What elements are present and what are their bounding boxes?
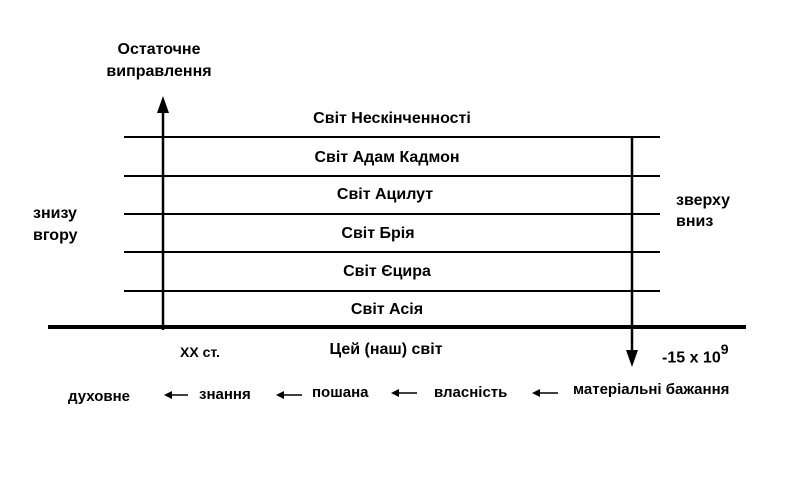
- century-label: XX ст.: [180, 344, 220, 360]
- bottom-up-label-line1: знизу: [33, 205, 77, 222]
- world-yetzirah: Світ Єцира: [343, 263, 431, 280]
- desire-property: власність: [434, 384, 508, 401]
- time-scale-label: [662, 343, 729, 367]
- world-adam-kadmon: Світ Адам Кадмон: [314, 149, 460, 166]
- our-world-label: Цей (наш) світ: [329, 341, 443, 358]
- desire-knowledge: знання: [199, 386, 251, 403]
- final-correction-label-line2: виправлення: [106, 63, 212, 80]
- upward-arrow-head: [157, 96, 169, 113]
- downward-arrow-head: [626, 350, 638, 367]
- desire-honor: пошана: [312, 384, 369, 401]
- desire-material: матеріальні бажання: [573, 381, 730, 398]
- top-down-label-line2: вниз: [676, 213, 714, 230]
- bottom-up-label-line2: вгору: [33, 227, 78, 244]
- top-down-label-line1: зверху: [676, 192, 731, 209]
- final-correction-label-line1: Остаточне: [117, 41, 201, 58]
- desire-arrow-3: [391, 389, 417, 397]
- desire-arrow-4: [532, 389, 558, 397]
- desire-arrow-2: [276, 391, 302, 399]
- world-infinity: Світ Нескінченності: [313, 110, 471, 127]
- world-beriah: Світ Брія: [341, 225, 415, 242]
- desire-spiritual: духовне: [68, 388, 130, 405]
- time-scale-exponent: 9: [720, 341, 729, 357]
- world-assiah: Світ Асія: [350, 301, 424, 318]
- world-atzilut: Світ Ацилут: [336, 186, 434, 203]
- desire-arrow-1: [164, 391, 188, 399]
- time-scale-base: -15 x 10: [662, 349, 721, 367]
